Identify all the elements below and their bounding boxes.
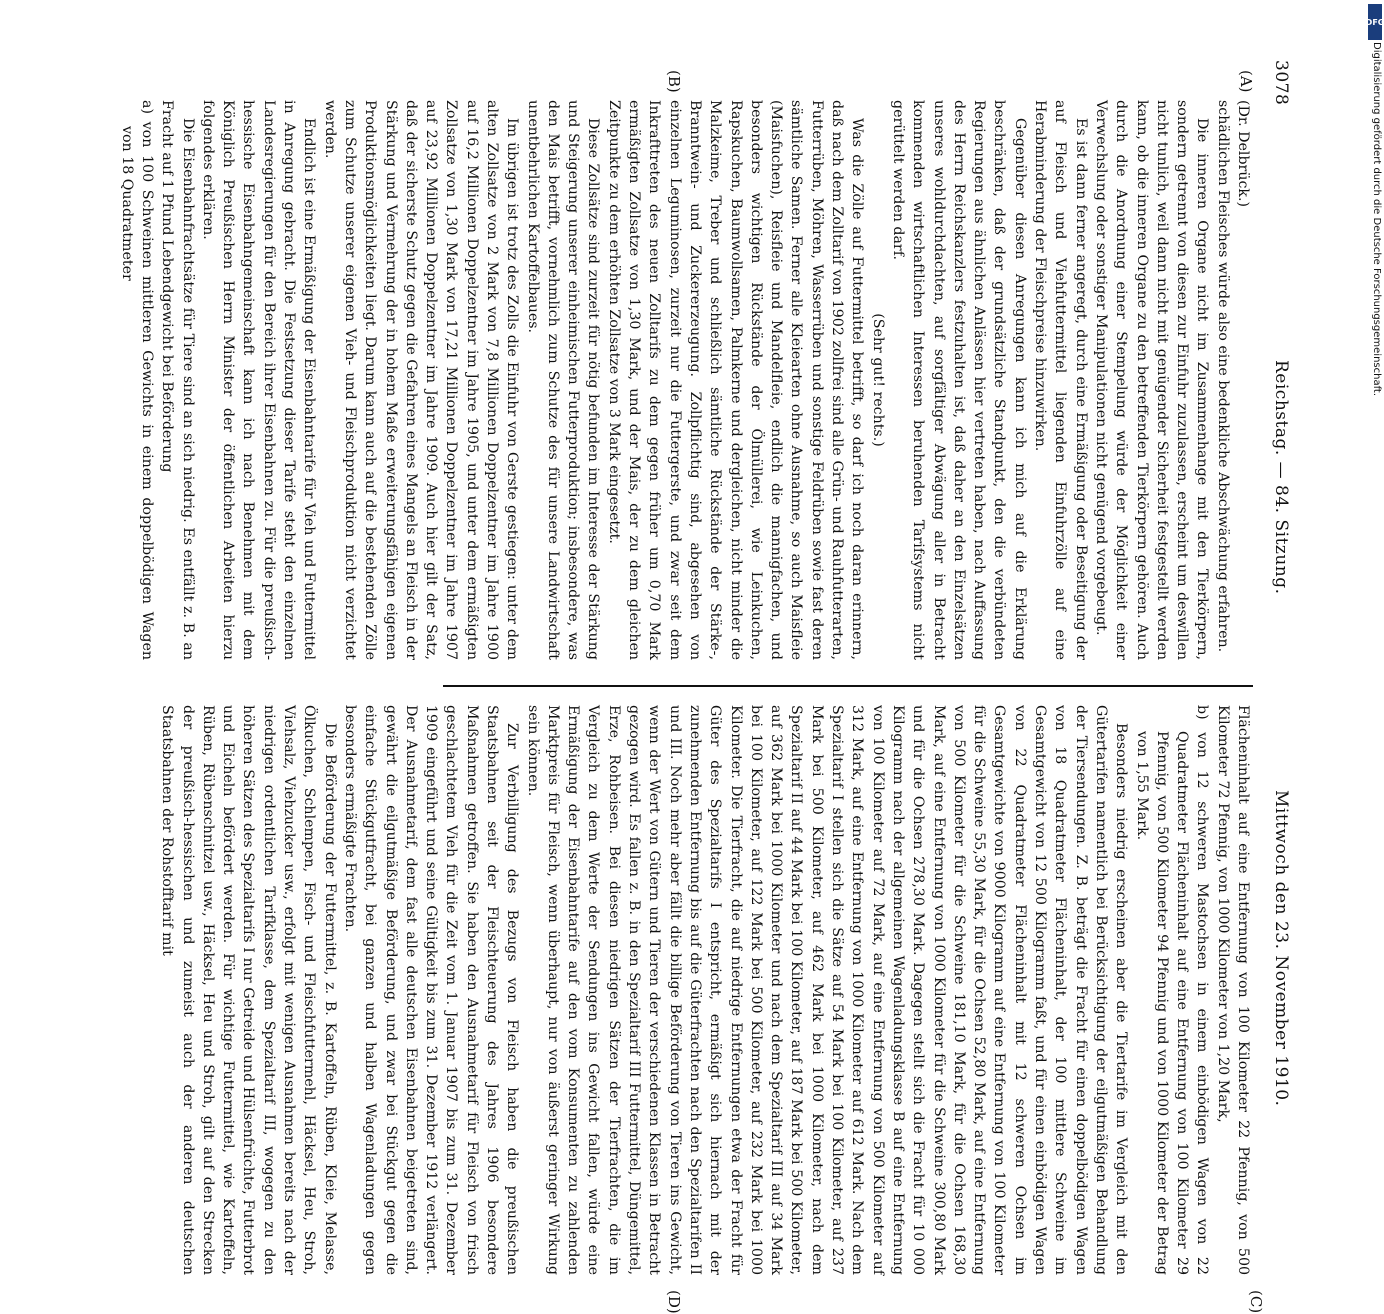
session-date: Mittwoch den 23. November 1910.: [1271, 790, 1291, 1107]
left_column-paragraph: Endlich ist eine Ermäßigung der Eisenbahntarife für Vieh und Futtermittel in Anregung gebracht. Die Festsetzung dieser Tarife steht den einzelnen Landesregierungen für den Bereich ihrer Eisenbahnen zu. Für die preußisch-hessische Eisenbahngemeinschaft kann ich nach Benehmen mit dem Königlich Preußischen Herrn Minister der öffentlichen Arbeiten hierzu folgendes erklären.: [199, 100, 318, 660]
left-column: [118, 100, 1253, 660]
right_column-paragraph: Die Beförderung der Futtermittel, z. B. Kartoffeln, Rüben, Kleie, Melasse, Ölkuchen, Schlempen, Fisch- und Fleischfuttermehl, Häcksel, Heu, Stroh, Viehsalz, Viehzucker usw., erfolgt mit wenigen Ausnahmen bereits nach der niedrigen ordentlichen Tarifklasse, dem Spezialtarif III, wogegen zu den höheren Sätzen des Spezialtarifs I nur Getreide und Hülsenfrüchte, Futterbrot und Eicheln befördert werden. Für wichtige Futtermittel, wie Kartoffeln, Rüben, Rübenschnitzel usw., Häcksel, Heu und Stroh, gilt auf den Strecken der preußisch-hessischen und zumeist auch der anderen deutschen Staatsbahnen der Rohstofftarif mit: [159, 705, 338, 1275]
right_column-paragraph: Besonders niedrig erscheinen aber die Tiertarife im Vergleich mit den Gütertarifen namentlich bei Berücksichtigung der eilgutmäßigen Behandlung der Tiersendungen. Z. B. beträgt die Fracht für einen doppelbödigen Wagen von 18 Quadratmeter Flächeninhalt, der 100 mittlere Schweine im Gesamtgewicht von 12 500 Kilogramm faßt, und für einen einbödigen Wagen von 22 Quadratmeter Flächeninhalt mit 12 schweren Ochsen im Gesamtgewichte von 9000 Kilogramm auf eine Entfernung von 100 Kilometer für die Schweine 55,30 Mark, für die Ochsen 52,80 Mark, auf eine Entfernung von 500 Kilometer für die Schweine 181,10 Mark, für die Ochsen 168,30 Mark, auf eine Entfernung von 1000 Kilometer für die Schweine 300,80 Mark und für die Ochsen 278,30 Mark. Dagegen stellt sich die Fracht für 10 000 Kilogramm nach der allgemeinen Wagenladungsklasse B auf eine Entfernung von 100 Kilometer auf 72 Mark, auf eine Entfernung von 500 Kilometer auf 312 Mark, auf eine Entfernung von 1000 Kilometer auf 612 Mark. Nach dem Spezialtarif I stellen sich die Sätze auf 54 Mark bei 100 Kilometer, auf 237 Mark bei 500 Kilometer, auf 462 Mark bei 1000 Kilometer, nach dem Spezialtarif II auf 44 Mark bei 100 Kilometer, auf 187 Mark bei 500 Kilometer, auf 362 Mark bei 1000 Kilometer und nach dem Spezialtarif III auf 34 Mark bei 100 Kilometer, auf 122 Mark bei 500 Kilometer, auf 232 Mark bei 1000 Kilometer. Die Tierfracht, die auf niedrige Entfernungen etwa der Fracht für Güter des Spezialtarifs I entspricht, ermäßigt sich hiernach mit der zunehmenden Entfernung bis auf die Güterfrachten nach den Spezialtarifen II und III. Noch mehr aber fällt die billige Beförderung von Tieren ins Gewicht, wenn der Wert von Gütern und Tieren der verschiedenen Klassen in Betracht gezogen wird. Es fallen z. B. in den Spezialtarif III Futtermittel, Düngemittel, Erze, Rohbeisen. Bei diesen niedrigen Sätzen der Tierfrachten, die im Vergleich zu dem Werte der Sendungen ins Gewicht fallen, würde eine Ermäßigung der Eisenbahntarife auf den vom Konsumenten zu zahlenden Marktpreis für Fleisch, wenn überhaupt, nur von äußerst geringer Wirkung sein können.: [524, 705, 1130, 1275]
left_column-paragraph: Gegenüber diesen Anregungen kann ich mich auf die Erklärung beschränken, daß der grundsätzliche Standpunkt, den die verbündeten Regierungen aus ähnlichen Anlässen hier vertreten haben, nach Auffassung des Herrn Reichskanzlers festzuhalten ist, daß daher an den Einzelsätzen unseres wohldurchdachten, auf sorgfältiger Abwägung aller in Betracht kommenden wirtschaftlichen Interessen beruhenden Tarifsystems nicht gerüttelt werden darf.: [889, 100, 1028, 660]
session-title: Reichstag. — 84. Sitzung.: [1271, 360, 1291, 595]
right-column: [159, 705, 1253, 1275]
right_column-paragraph: Zur Verbilligung des Bezugs von Fleisch haben die preußischen Staatsbahnen seit der Fleischteuerung des Jahres 1906 besondere Maßnahmen getroffen. Sie haben den Ausnahmetarif für Fleisch von frisch geschlachtetem Vieh für die Zeit vom 1. Januar 1907 bis zum 31. Dezember 1909 eingeführt und seine Gültigkeit bis zum 31. Dezember 1912 verlängert. Der Ausnahmetarif, dem fast alle deutschen Eisenbahnen beigetreten sind, gewährt die eilgutmäßige Beförderung, und zwar bei Stückgut gegen die einfache Stückgutfracht, bei ganzen und halben Wagenladungen gegen besonders ermäßigte Frachten.: [341, 705, 521, 1275]
margin-mark-c: (C): [1247, 1290, 1265, 1314]
left_column-paragraph: Es ist dann ferner angeregt, durch eine Ermäßigung oder Beseitigung der auf Fleisch und Viehfuttermittel liegenden Einfuhrzölle auf eine Herabminderung der Fleischpreise hinzuwirken.: [1032, 100, 1089, 660]
margin-mark-b: (B): [665, 70, 683, 93]
right_column-paragraph: b) von 12 schweren Mastochsen in einem einbödigen Wagen von 22 Quadratmeter Flächeninhalt auf eine Entfernung von 100 Kilometer 29 Pfennig, von 500 Kilometer 94 Pfennig und von 1000 Kilometer der Betrag von 1,55 Mark.: [1133, 705, 1211, 1275]
funding-credit: Digitalisierung gefördert durch die Deutsche Forschungsgemeinschaft.: [1371, 42, 1382, 397]
dfg-logo: DFG: [1368, 4, 1382, 40]
left_column-paragraph: Diese Zollsätze sind zurzeit für nötig befunden im Interesse der Stärkung und Steigerung unserer einheimischen Futterproduktion; insbesondere, was den Mais betrifft, vornehmlich zum Schutze des für unsere Landwirtschaft unentbehrlichen Kartoffelbaues.: [524, 100, 602, 660]
left_column-paragraph: Im übrigen ist trotz des Zolls die Einfuhr von Gerste gestiegen: unter dem alten Zollsatze von 2 Mark von 7,8 Millionen Doppelzentner im Jahre 1900 auf 16,2 Millionen Doppelzentner im Jahre 1905, und unter dem ermäßigten Zollsatze von 1,30 Mark von 17,21 Millionen Doppelzentner im Jahre 1907 auf 23,92 Millionen Doppelzentner im Jahre 1909. Auch hier gilt der Satz, daß der sicherste Schutz gegen die Gefahren eines Mangels an Fleisch in der Stärkung und Vermehrung der in hohem Maße erweiterungsfähigen eigenen Produktionsmöglichkeiten liegt. Darum kann auch auf die bestehenden Zölle zum Schutze unserer eigenen Vieh- und Fleischproduktion nicht verzichtet werden.: [321, 100, 521, 660]
column-divider: [443, 685, 1253, 687]
running-header: [1267, 60, 1291, 1260]
margin-mark-d: (D): [665, 1290, 683, 1314]
left_column-paragraph: a) von 100 Schweinen mittleren Gewichts in einem doppelbödigen Wagen von 18 Quadratmeter: [118, 100, 155, 660]
left_column-paragraph: Was die Zölle auf Futtermittel betrifft, so darf ich noch daran erinnern, daß nach dem Zolltarif von 1902 zollfrei sind alle Grün- und Rauhfutterarten, Futterrüben, Möhren, Wasserrüben und sonstige Feldrüben sowie fast deren sämtliche Samen. Ferner alle Kleiearten ohne Ausnahme, so auch Maisfleie (Maisfuchen), Reisfleie und Mandelfleie, endlich die mannigfachen, und besonders wichtigen Rückstände der Ölmüllerei, wie Leinkuchen, Rapskuchen, Baumwollsamen, Palmkerne und dergleichen, nicht minder die Malzkeime, Treber und schließlich sämtliche Rückstände der Stärke-, Branntwein- und Zuckererzeugung. Zollpflichtig sind, abgesehen von einzelnen Leguminosen, zurzeit nur die Futtergerste, und zwar seit dem Inkrafttreten des neuen Zolltarifs zu dem gegen früher um 0,70 Mark ermäßigten Zollsatze von 1,30 Mark, und der Mais, der zu dem gleichen Zeitpunkte zu dem erhöhten Zollsatze von 3 Mark eingesetzt.: [605, 100, 866, 660]
right_column-paragraph: Flächeninhalt auf eine Entfernung von 100 Kilometer 22 Pfennig, von 500 Kilometer 72 Pfennig, von 1000 Kilometer von 1,20 Mark,: [1214, 705, 1251, 1275]
left_column-paragraph: (Dr. Delbrück.): [1235, 100, 1251, 208]
page-number: 3078: [1271, 60, 1291, 106]
left_column-paragraph: schädlichen Fleisches würde also eine bedenkliche Abschwächung erfahren.: [1214, 100, 1231, 653]
left_column-paragraph: Die Eisenbahnfrachtsätze für Tiere sind an sich niedrig. Es entfällt z. B. an Fracht auf 1 Pfund Lebendgewicht bei Beförderung: [159, 100, 196, 660]
left_column-paragraph: Die inneren Organe nicht im Zusammenhange mit den Tierkörpern, sondern getrennt von diesen zur Einfuhr zuzulassen, erscheint um deswillen nicht tunlich, weil dann nicht mit genügender Sicherheit festgestellt werden kann, ob die inneren Organe zu den betreffenden Tierkörpern gehören. Auch durch die Anordnung einer Stempelung würde der Möglichkeit einer Verwechslung oder sonstiger Manipulationen nicht genügend vorgebeugt.: [1092, 100, 1211, 660]
left_column-paragraph: (Sehr gut! rechts.): [869, 313, 886, 447]
margin-mark-a: (A): [1237, 70, 1255, 93]
